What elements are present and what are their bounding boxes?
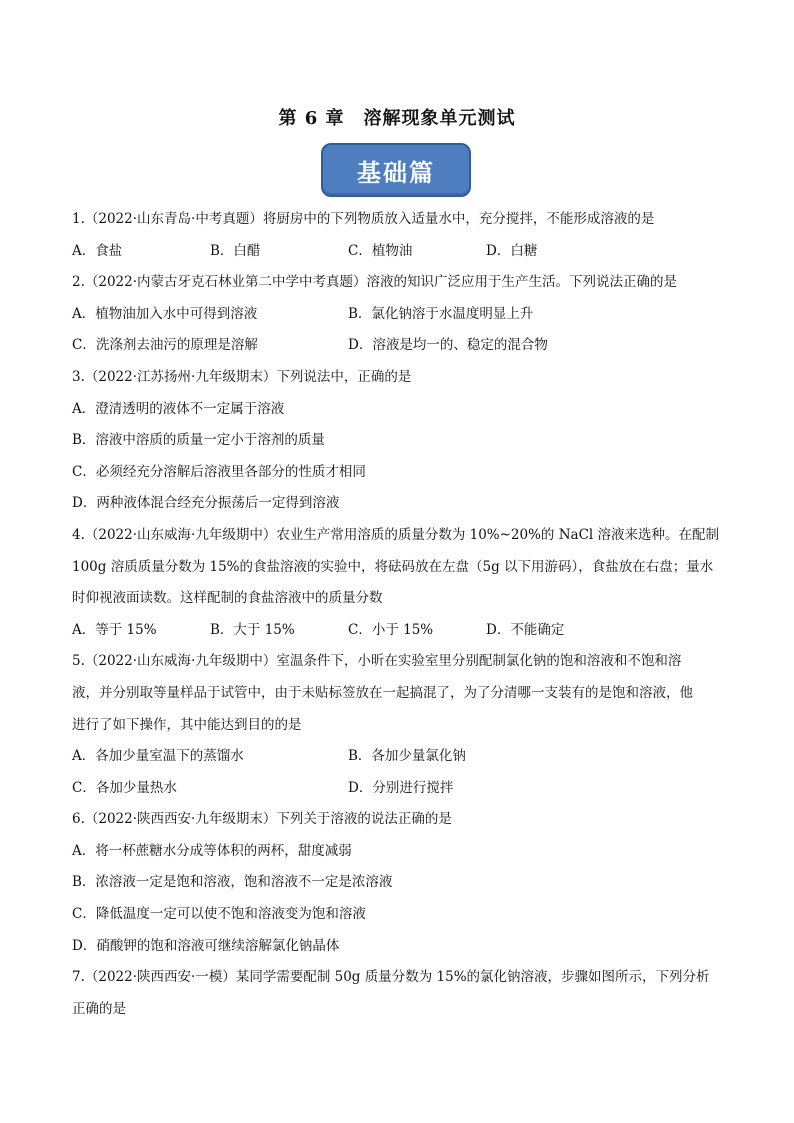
option-b: B．浓溶液一定是饱和溶液，饱和溶液不一定是浓溶液	[72, 874, 393, 891]
option-row	[72, 741, 722, 773]
page-title: 第 6 章 溶解现象单元测试	[278, 108, 516, 129]
option-b: B．溶液中溶质的质量一定小于溶剂的质量	[72, 432, 325, 449]
option-d: D．溶液是均一的、稳定的混合物	[348, 337, 548, 354]
question-stem: 3.（2022·江苏扬州·九年级期末）下列说法中，正确的是	[72, 368, 412, 385]
option-c: C．必须经充分溶解后溶液里各部分的性质才相同	[72, 463, 366, 480]
option-a: A．澄清透明的液体不一定属于溶液	[72, 400, 285, 417]
question-stem: 2.（2022·内蒙古牙克石林业第二中学中考真题）溶液的知识广泛应用于生产生活。下列说法正确的是	[72, 274, 678, 291]
option-c: C．各加少量热水	[72, 779, 177, 796]
option-d: D．分别进行搅拌	[348, 779, 454, 796]
question-2	[72, 267, 722, 362]
option-d: D．两种液体混合经充分振荡后一定得到溶液	[72, 495, 340, 512]
question-7	[72, 962, 722, 1025]
option-row	[72, 773, 722, 805]
question-list	[72, 204, 722, 1025]
option-a: A．等于 15%	[72, 621, 157, 638]
option-b: B．白醋	[210, 242, 261, 259]
option-b: B．大于 15%	[210, 621, 295, 638]
option-b: B．各加少量氯化钠	[348, 748, 466, 765]
option-b: B．氯化钠溶于水温度明显上升	[348, 305, 534, 322]
option-d: D．白糖	[486, 242, 538, 259]
option-d: D．硝酸钾的饱和溶液可继续溶解氯化钠晶体	[72, 937, 340, 954]
option-c: C．洗涤剂去油污的原理是溶解	[72, 337, 258, 354]
question-stem: 1.（2022·山东青岛·中考真题）将厨房中的下列物质放入适量水中，充分搅拌，不能形成溶液的是	[72, 211, 655, 227]
option-d: D．不能确定	[486, 621, 565, 638]
option-a: A．食盐	[72, 242, 123, 259]
question-5	[72, 646, 722, 804]
question-stem: 4.（2022·山东威海·九年级期中）农业生产常用溶质的质量分数为 10%~20%的 NaCl 溶液来选种。在配制	[72, 526, 720, 543]
question-stem-continued: 正确的是	[72, 1000, 126, 1017]
question-3	[72, 362, 722, 520]
section-badge: 基础篇	[321, 143, 471, 197]
option-row	[72, 236, 722, 268]
question-stem: 7.（2022·陕西西安·一模）某同学需要配制 50g 质量分数为 15%的氯化钠溶液，步骤如图所示，下列分析	[72, 969, 710, 986]
question-stem-continued: 液，并分别取等量样品于试管中，由于未贴标签放在一起搞混了，为了分清哪一支装有的是饱和溶液，他	[72, 684, 693, 701]
option-a: A．各加少量室温下的蒸馏水	[72, 748, 244, 765]
question-stem: 6.（2022·陕西西安·九年级期末）下列关于溶液的说法正确的是	[72, 811, 452, 828]
option-row	[72, 330, 722, 362]
option-a: A．植物油加入水中可得到溶液	[72, 305, 258, 322]
question-stem: 5.（2022·山东威海·九年级期中）室温条件下，小昕在实验室里分别配制氯化钠的饱和溶液和不饱和溶	[72, 653, 682, 670]
option-row	[72, 299, 722, 331]
question-4	[72, 520, 722, 646]
option-row	[72, 615, 722, 647]
option-a: A．将一杯蔗糖水分成等体积的两杯，甜度减弱	[72, 842, 352, 859]
question-stem-continued: 100g 溶质质量分数为 15%的食盐溶液的实验中，将砝码放在左盘（5g 以下用游码），食盐放在右盘；量水	[72, 558, 714, 575]
question-stem-continued: 时仰视液面读数。这样配制的食盐溶液中的质量分数	[72, 590, 383, 607]
question-6	[72, 804, 722, 962]
option-c: C．小于 15%	[348, 621, 434, 638]
option-c: C．植物油	[348, 242, 413, 259]
question-1	[72, 204, 722, 267]
option-c: C．降低温度一定可以使不饱和溶液变为饱和溶液	[72, 906, 366, 923]
question-stem-continued: 进行了如下操作，其中能达到目的的是	[72, 716, 302, 733]
